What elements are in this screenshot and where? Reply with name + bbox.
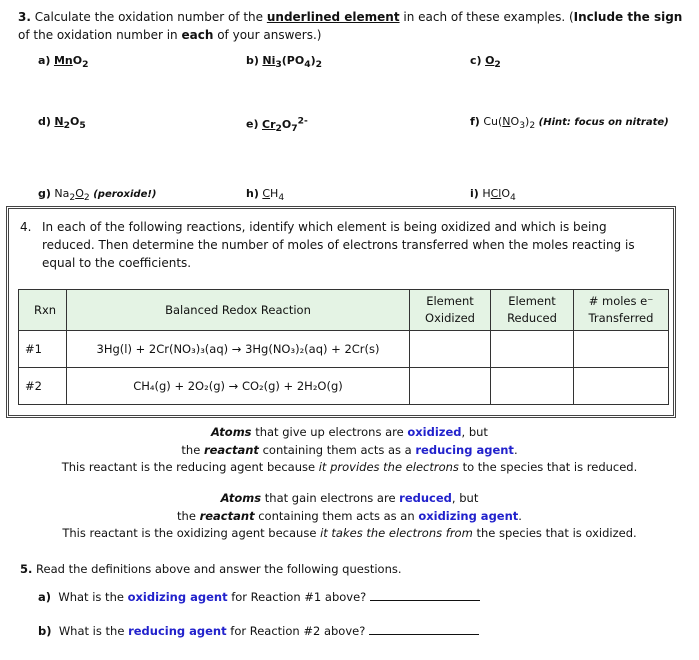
- def-keyword: oxidized: [407, 425, 462, 439]
- def-text: containing them acts as a: [262, 442, 412, 457]
- question-5-prompt: [20, 562, 402, 576]
- def-italic: it takes the electrons from: [320, 526, 473, 540]
- def-text: that gain electrons are: [264, 491, 396, 505]
- def-italic: it provides the electrons: [318, 460, 459, 474]
- reaction-equation: 3Hg(l) + 2Cr(NO₃)₃(aq) → 3Hg(NO₃)₂(aq) + 2Cr(s): [67, 331, 410, 368]
- answer-blank[interactable]: [369, 624, 479, 635]
- def-text: the: [177, 508, 196, 523]
- q3-item-b: [246, 54, 322, 70]
- rxn-number: #1: [19, 331, 67, 368]
- question-number: 5.: [20, 562, 33, 576]
- formula: HClO$_4$: [482, 187, 516, 204]
- formula: $CH_4$: [262, 187, 285, 204]
- item-label: d): [38, 115, 51, 128]
- q5-part-b: [38, 624, 479, 638]
- q3-item-e: [246, 115, 308, 134]
- q3-text: in each of these examples. (: [403, 10, 574, 24]
- item-label: g): [38, 187, 51, 200]
- q5-text: for Reaction #2 above?: [230, 624, 366, 638]
- def-text: , but: [461, 425, 488, 439]
- formula: $N_2O_5$: [54, 115, 86, 132]
- col-header-reduced: Element Reduced: [491, 290, 574, 331]
- q5-part-a: [38, 590, 480, 604]
- q3-underlined: underlined element: [266, 10, 400, 24]
- q5-text: for Reaction #1 above?: [231, 590, 367, 604]
- def-text: .: [518, 508, 522, 523]
- def-text: to the species that is reduced.: [462, 460, 638, 474]
- item-label: a): [38, 590, 52, 604]
- q3-item-d: [38, 115, 86, 131]
- answer-cell-oxidized[interactable]: [410, 368, 491, 405]
- q3-text: of your answers.): [217, 28, 322, 42]
- question-4-prompt: [20, 218, 650, 272]
- col-header-oxidized: Element Oxidized: [410, 290, 491, 331]
- def-text: This reactant is the oxidizing agent because: [62, 526, 317, 540]
- question-number: 4.: [20, 220, 32, 234]
- def-term: Atoms: [220, 491, 262, 505]
- answer-cell-reduced[interactable]: [491, 331, 574, 368]
- col-header-reaction: Balanced Redox Reaction: [67, 290, 410, 331]
- formula: $Ni_3(PO_4)_2$: [262, 54, 322, 71]
- col-header-moles: # moles e⁻ Transferred: [574, 290, 669, 331]
- q5-text: Read the definitions above and answer the following questions.: [36, 562, 402, 576]
- q3-item-h: [246, 187, 284, 203]
- question-3-prompt: [18, 8, 688, 44]
- q3-text: of the oxidation number in: [18, 28, 178, 42]
- def-text: the: [181, 442, 201, 457]
- q3-item-i: [470, 187, 516, 203]
- item-label: b): [246, 54, 259, 67]
- item-label: a): [38, 54, 51, 67]
- answer-cell-oxidized[interactable]: [410, 331, 491, 368]
- reaction-equation: CH₄(g) + 2O₂(g) → CO₂(g) + 2H₂O(g): [67, 368, 410, 405]
- formula: MnO$_2$: [53, 54, 89, 71]
- definition-oxidation: [0, 424, 699, 477]
- q5-text: What is the: [58, 590, 124, 604]
- q3-text: Calculate the oxidation number of the: [34, 10, 264, 24]
- def-term: reactant: [203, 442, 259, 457]
- def-text: containing them acts as an: [258, 508, 415, 523]
- q3-bold: each: [181, 28, 214, 42]
- def-term: Atoms: [211, 425, 252, 439]
- answer-cell-moles[interactable]: [574, 368, 669, 405]
- formula: $Na_2O_2$: [54, 187, 90, 204]
- def-keyword: oxidizing agent: [418, 508, 519, 523]
- hint-text: (Hint: focus on nitrate): [538, 117, 669, 128]
- redox-table: [18, 289, 669, 405]
- def-keyword: reducing agent: [415, 442, 514, 457]
- question-number: 3.: [18, 10, 31, 24]
- definition-reduction: [0, 490, 699, 543]
- def-text: .: [513, 442, 518, 457]
- def-text: that give up electrons are: [255, 425, 404, 439]
- hint-text: (peroxide!): [93, 189, 157, 200]
- item-label: b): [38, 624, 52, 638]
- def-text: the species that is oxidized.: [476, 526, 637, 540]
- answer-cell-moles[interactable]: [574, 331, 669, 368]
- q3-item-g: [38, 187, 156, 203]
- q3-item-a: [38, 54, 88, 70]
- q3-item-f: [470, 115, 669, 131]
- table-row: [19, 368, 669, 405]
- q3-bold: Include the sign: [573, 10, 683, 24]
- q5-keyword: oxidizing agent: [127, 590, 228, 604]
- formula: $Cr_2O_7^{2-}$: [262, 115, 308, 134]
- def-text: , but: [451, 491, 479, 505]
- table-row: [19, 331, 669, 368]
- def-keyword: reduced: [399, 491, 452, 505]
- item-label: e): [246, 117, 259, 131]
- rxn-number: #2: [19, 368, 67, 405]
- q5-keyword: reducing agent: [128, 624, 227, 638]
- def-text: This reactant is the reducing agent because: [61, 460, 316, 474]
- q5-text: What is the: [58, 624, 125, 638]
- item-label: h): [246, 187, 259, 200]
- def-term: reactant: [199, 508, 255, 523]
- q3-item-c: [470, 54, 501, 70]
- answer-blank[interactable]: [370, 590, 480, 601]
- formula: $Cu(NO_3)_2$: [483, 115, 536, 132]
- item-label: i): [470, 187, 479, 200]
- item-label: c): [470, 54, 482, 67]
- q4-instructions: In each of the following reactions, identify which element is being oxidized and which is being reduced. Then determine the number of moles of electrons transferred when the moles reacting is equal to the coefficients.: [42, 220, 635, 270]
- col-header-rxn: Rxn: [19, 290, 67, 331]
- answer-cell-reduced[interactable]: [491, 368, 574, 405]
- item-label: f): [470, 115, 480, 128]
- formula: $O_2$: [485, 54, 501, 71]
- table-header-row: [19, 290, 669, 331]
